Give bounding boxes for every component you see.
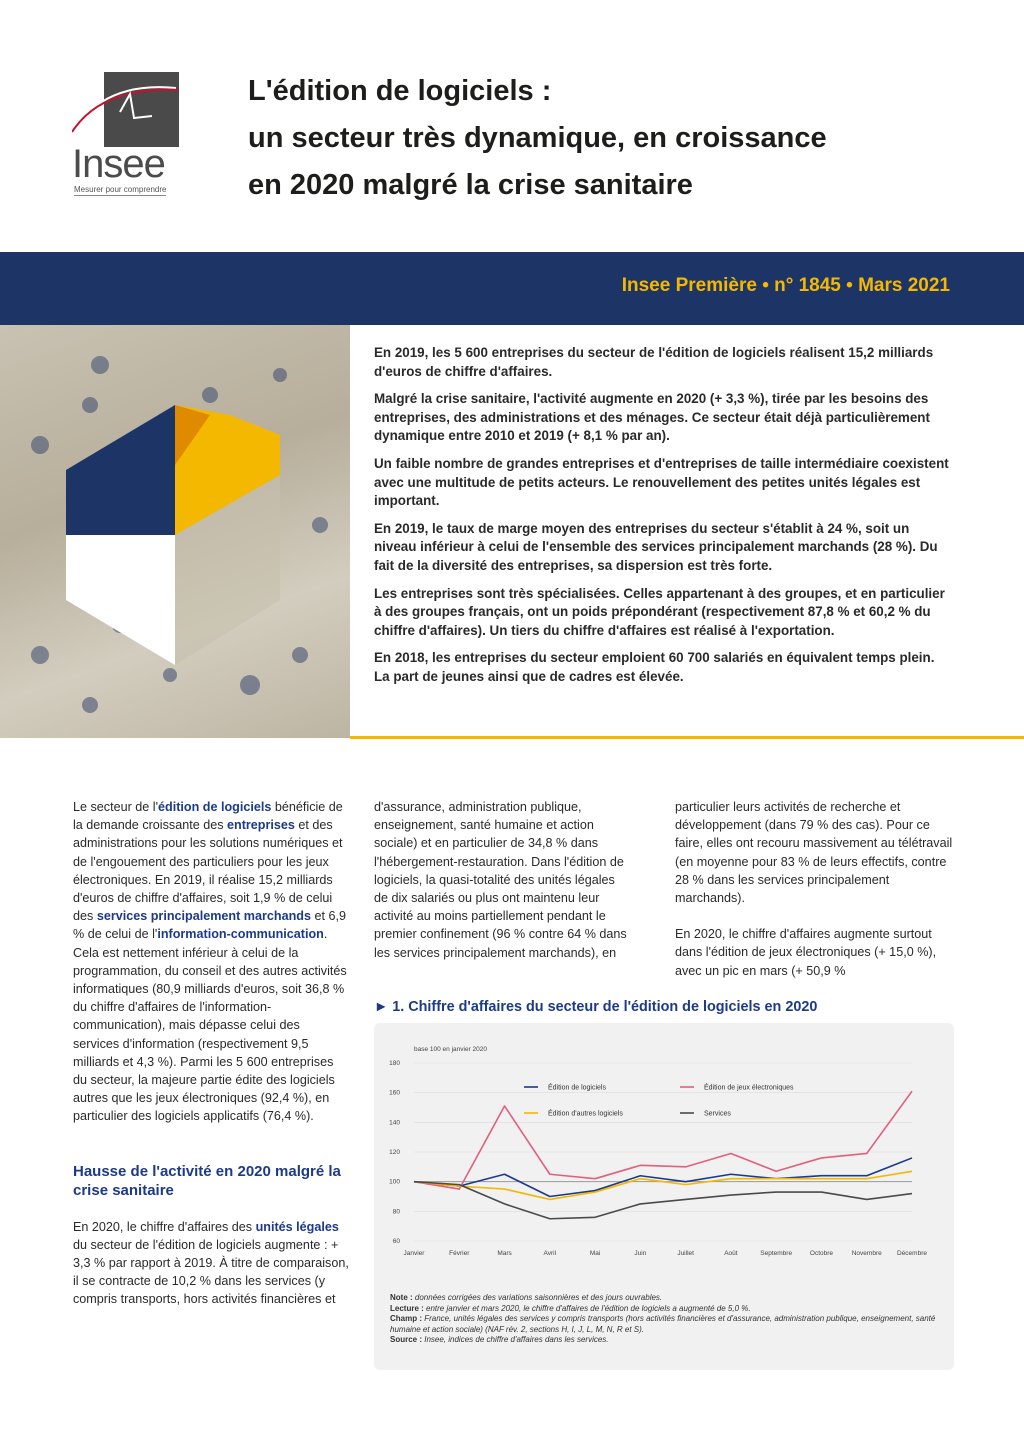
title-line: en 2020 malgré la crise sanitaire [248, 169, 693, 201]
hexagon-illustration-icon [0, 325, 350, 738]
logo-mark-icon [72, 72, 184, 152]
x-tick-label: Mai [589, 1250, 601, 1257]
insee-logo [72, 72, 184, 198]
text-column-2 [374, 798, 632, 962]
y-tick-label: 160 [389, 1089, 400, 1097]
figure-box [374, 1023, 954, 1370]
body-paragraph: particulier leurs activités de recherche et développement (dans 79 % des cas). Pour ce faire, elles ont recouru massivement au télétravail (en moyenne pour 83 % de leurs effectifs, contre 28 % dans les services principalement marchands). [675, 800, 953, 906]
legend-label: Services [704, 1110, 731, 1118]
summary-block [374, 344, 952, 696]
legend-label: Édition de logiciels [548, 1084, 606, 1092]
text-run: du secteur de l'édition de logiciels augmente : + 3,3 % par rapport à 2019. À titre de comparaison, il se contracte de 10,2 % dans les services (y compris transports, hors activités financières et [73, 1237, 349, 1307]
summary-paragraph: Un faible nombre de grandes entreprises et d'entreprises de taille intermédiaire coexistent avec une multitude de petits acteurs. Le renouvellement des petites unités légales est important. [374, 455, 949, 509]
series-line [414, 1158, 912, 1197]
glossary-link[interactable]: unités légales [255, 1219, 339, 1234]
glossary-link[interactable]: entreprises [227, 818, 295, 833]
x-tick-label: Juillet [677, 1250, 694, 1257]
y-tick-label: 180 [389, 1060, 400, 1067]
summary-paragraph: En 2018, les entreprises du secteur emploient 60 700 salariés en équivalent temps plein. La part de jeunes ainsi que de cadres est élevée. [374, 650, 935, 684]
line-chart [374, 1023, 954, 1291]
summary-paragraph: En 2019, les 5 600 entreprises du secteur de l'édition de logiciels réalisent 15,2 milliards d'euros de chiffre d'affaires. [374, 345, 934, 379]
note-text: données corrigées des variations saisonnières et des jours ouvrables. [412, 1293, 663, 1302]
text-column-3 [675, 798, 953, 980]
lecture-label: Lecture : [390, 1303, 424, 1313]
summary-paragraph: En 2019, le taux de marge moyen des entreprises du secteur s'établit à 24 %, soit un niveau inférieur à celui de l'ensemble des services principalement marchands (28 %). Du fait de la diversité des entreprises, sa dispersion est très forte. [374, 520, 938, 573]
body-paragraph [73, 798, 349, 1126]
body-paragraph [73, 1218, 349, 1309]
logo-tagline: Mesurer pour comprendre [74, 185, 167, 194]
champ-text: France, unités légales des services y compris transports (hors activités financières et d'assurance, administration publique, enseignement, santé humaine et action sociale) (NAF rév. 2, sections H, I, J, L, M, N, R et S). [390, 1314, 936, 1334]
y-tick-label: 60 [392, 1238, 400, 1245]
publication-band [0, 252, 1024, 325]
summary-paragraph: Les entreprises sont très spécialisées. Celles appartenant à des groupes, et en particulier à des groupes français, ont un poids prépondérant (respectivement 87,8 % et 60,2 % du chiffre d'affaires). Un tiers du chiffre d'affaires est réalisé à l'exportation. [374, 585, 945, 638]
note-label: Note : [390, 1293, 413, 1302]
figure-notes [390, 1293, 946, 1346]
y-tick-label: 80 [392, 1208, 400, 1216]
source-text: Insee, indices de chiffre d'affaires dans les services. [422, 1335, 609, 1345]
body-paragraph: En 2020, le chiffre d'affaires augmente surtout dans l'édition de jeux électroniques (+ 15,0 %), avec un pic en mars (+ 50,9 % [675, 927, 937, 978]
summary-divider [350, 736, 1024, 739]
section-heading: Hausse de l'activité en 2020 malgré la crise sanitaire [73, 1162, 341, 1199]
x-tick-label: Février [449, 1250, 470, 1257]
series-line [414, 1182, 912, 1219]
x-tick-label: Décembre [897, 1250, 927, 1257]
text-run: . Cela est nettement inférieur à celui de la programmation, du conseil et des autres activités informatiques (80,9 milliards d'euros, soit 36,8 % du chiffre d'affaires de l'information-communication), mais dépasse celui des services d'information (respectivement 9,5 milliards et 4,3 %). Parmi les 5 600 entreprises du secteur, la majeure partie édite des logiciels autres que les jeux électroniques (92,4 %), en particulier des logiciels applicatifs (76,4 %). [73, 927, 347, 1124]
logo-wordmark: Insee [72, 142, 165, 186]
title-line: un secteur très dynamique, en croissance [248, 122, 827, 154]
figure-champ [390, 1314, 946, 1335]
text-column-1 [73, 798, 349, 1309]
text-run: Le secteur de l' [73, 800, 159, 814]
text-run: et des administrations pour les solutions numériques et de l'engouement des particuliers pour les jeux électroniques. En 2019, il réalise 15,2 milliards d'euros de chiffre d'affaires, soit 1,9 % de celui des [73, 818, 343, 924]
glossary-link[interactable]: services principalement marchands [96, 909, 312, 924]
figure-source [390, 1335, 946, 1346]
page-title [248, 68, 988, 209]
glossary-link[interactable]: information-communication [157, 927, 324, 942]
x-tick-label: Octobre [809, 1250, 834, 1257]
y-tick-label: 140 [389, 1119, 400, 1127]
figure-note [390, 1293, 946, 1304]
figure-title: ► 1. Chiffre d'affaires du secteur de l'édition de logiciels en 2020 [374, 999, 818, 1015]
text-run: et 6,9 % de celui de l' [73, 909, 347, 942]
body-paragraph: d'assurance, administration publique, enseignement, santé humaine et action sociale) et en particulier de 34,8 % dans l'hébergement-restauration. Dans l'édition de logiciels, la quasi-totalité des unités légales de dix salariés ou plus ont maintenu leur activité au moins partiellement pendant le premier confinement (96 % contre 64 % dans les services principalement marchands), en [374, 800, 627, 960]
chart-subtitle: base 100 en janvier 2020 [414, 1046, 488, 1053]
x-tick-label: Janvier [403, 1250, 425, 1257]
cover-illustration [0, 325, 350, 738]
y-tick-label: 100 [389, 1178, 400, 1186]
glossary-link[interactable]: édition de logiciels [158, 800, 272, 814]
lecture-text: entre janvier et mars 2020, le chiffre d'affaires de l'édition de logiciels a augmenté de 5,0 %. [423, 1303, 751, 1313]
x-tick-label: Juin [634, 1250, 647, 1257]
x-tick-label: Novembre [851, 1250, 882, 1257]
y-tick-label: 120 [389, 1149, 400, 1156]
x-tick-label: Avril [543, 1250, 557, 1257]
legend-label: Édition d'autres logiciels [548, 1110, 623, 1118]
text-run: bénéficie de la demande croissante des [73, 800, 343, 833]
text-run: En 2020, le chiffre d'affaires des [73, 1219, 256, 1234]
summary-paragraph: Malgré la crise sanitaire, l'activité augmente en 2020 (+ 3,3 %), tirée par les besoins des entreprises, des administrations et des ménages. Ce secteur était déjà particulièrement dynamique entre 2010 et 2019 (+ 8,1 % par an). [374, 391, 930, 444]
legend-label: Édition de jeux électroniques [704, 1084, 794, 1092]
publication-reference: Insee Première • n° 1845 • Mars 2021 [621, 275, 950, 296]
x-tick-label: Août [724, 1250, 738, 1257]
figure-lecture [390, 1304, 946, 1315]
source-label: Source : [390, 1335, 423, 1345]
series-line [414, 1091, 912, 1189]
title-line: L'édition de logiciels : [248, 75, 552, 107]
x-tick-label: Mars [497, 1250, 512, 1257]
x-tick-label: Septembre [760, 1250, 793, 1257]
champ-label: Champ : [390, 1314, 422, 1324]
